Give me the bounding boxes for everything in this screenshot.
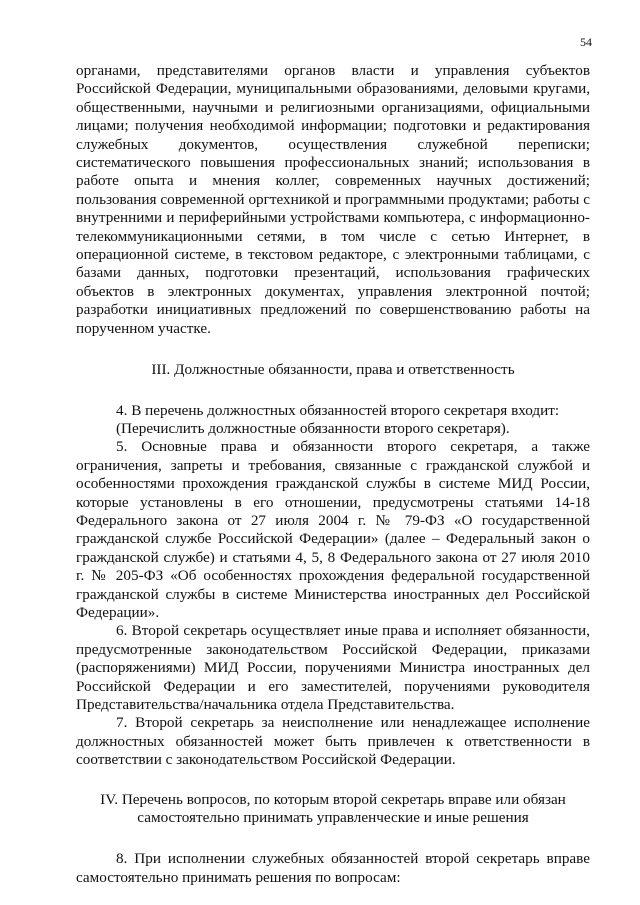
- page-number: 54: [580, 35, 592, 49]
- paragraph-6: 6. Второй секретарь осуществляет иные права и исполняет обязанности, предусмотренные законодательством Российской Федерации, приказами (распоряжениями) МИД России, поручениями Министра иностранных дел Российской Федерации и его заместителей, поручениями руководителя Представительства/начальника отдела Представительства.: [76, 622, 590, 713]
- document-body: [76, 62, 590, 887]
- section-4-heading-line-1: IV. Перечень вопросов, по которым второй секретарь вправе или обязан: [100, 790, 566, 808]
- section-3-heading: III. Должностные обязанности, права и ответственность: [151, 361, 515, 379]
- paragraph-4-line-1: 4. В перечень должностных обязанностей второго секретаря входит:: [116, 401, 560, 419]
- section-4-heading-line-2: самостоятельно принимать управленческие и иные решения: [137, 809, 529, 827]
- paragraph-7: 7. Второй секретарь за неисполнение или ненадлежащее исполнение должностных обязанностей может быть привлечен к ответственности в соответствии с законодательством Российской Федерации.: [76, 714, 590, 769]
- intro-paragraph: органами, представителями органов власти и управления субъектов Российской Федерации, муниципальными образованиями, деловыми кругами, общественными, научными и религиозными организациями, официальными лицами; получения необходимой информации; подготовки и редактирования служебных документов, осуществления служебной переписки; систематического повышения профессиональных знаний; использования в работе опыта и мнения коллег, современных научных достижений; пользования современной оргтехникой и программными продуктами; работы с внутренними и периферийными устройствами компьютера, с информационно-телекоммуникационными сетями, в том числе с сетью Интернет, в операционной системе, в текстовом редакторе, с электронными таблицами, с базами данных, подготовки презентаций, использования графических объектов в электронных документах, управления электронной почтой; разработки инициативных предложений по совершенствованию работы на порученном участке.: [76, 62, 590, 337]
- paragraph-4-line-2: (Перечислить должностные обязанности второго секретаря).: [116, 419, 510, 437]
- paragraph-5: 5. Основные права и обязанности второго секретаря, а также ограничения, запреты и требования, связанные с гражданской службой и особенностями прохождения гражданской службы в системе МИД России, которые установлены в его отношении, предусмотрены статьями 14-18 Федерального закона от 27 июля 2004 г. № 79-ФЗ «О государственной гражданской службе Российской Федерации» (далее – Федеральный закон о гражданской службе) и статьями 4, 5, 8 Федерального закона от 27 июля 2010 г. № 205-ФЗ «Об особенностях прохождения федеральной государственной гражданской службы в системе Министерства иностранных дел Российской Федерации».: [76, 438, 590, 621]
- paragraph-8: 8. При исполнении служебных обязанностей второй секретарь вправе самостоятельно принимать решения по вопросам:: [76, 850, 590, 886]
